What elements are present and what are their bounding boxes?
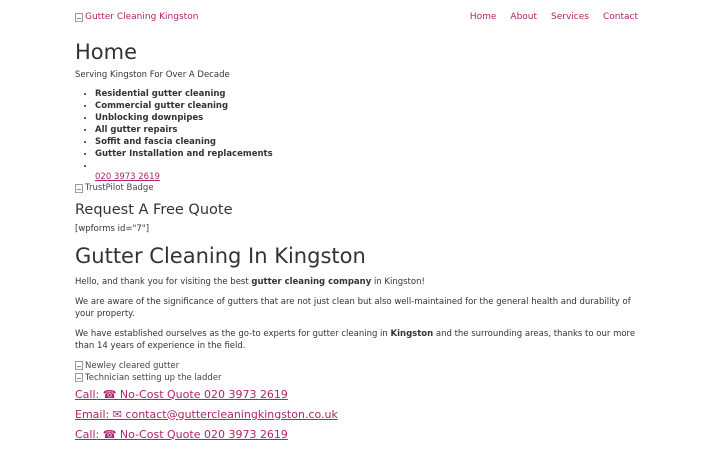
- bold-text: Kingston: [390, 328, 434, 339]
- experience-paragraph: [75, 328, 638, 353]
- text: Hello, and thank you for visiting the best: [75, 277, 252, 287]
- main-heading: Gutter Cleaning In Kingston: [75, 244, 366, 268]
- page-title: Home: [75, 40, 138, 64]
- service-item: • Gutter Installation and replacements: [95, 148, 638, 160]
- service-item: • All gutter repairs: [95, 124, 638, 136]
- broken-image-icon: [75, 373, 83, 382]
- nav-contact[interactable]: Contact: [602, 12, 638, 22]
- form-shortcode: [wpforms id="7"]: [75, 224, 150, 234]
- logo-alt-text: Gutter Cleaning Kingston: [85, 12, 199, 22]
- image-group: [75, 360, 638, 384]
- nav-about[interactable]: About: [510, 12, 538, 22]
- text: in Kingston!: [371, 277, 425, 287]
- service-item-empty: [95, 160, 638, 172]
- trustpilot-badge: [75, 182, 638, 194]
- call-link[interactable]: Call: ☎ No-Cost Quote 020 3973 2619: [75, 387, 288, 401]
- service-item: • Residential gutter cleaning: [95, 88, 638, 100]
- page-container: [75, 0, 638, 442]
- intro-paragraph: [75, 276, 638, 289]
- service-item: • Unblocking downpipes: [95, 112, 638, 124]
- text: and the surrounding areas, thanks to our more than 14 years of experience in the field.: [75, 328, 636, 351]
- broken-image-icon: [75, 361, 83, 370]
- broken-image-icon: [75, 13, 83, 22]
- service-item: • Soffit and fascia cleaning: [95, 136, 638, 148]
- trustpilot-alt-text: TrustPilot Badge: [85, 183, 154, 193]
- email-link[interactable]: Email: ✉ contact@guttercleaningkingston.co.uk: [75, 407, 338, 421]
- ladder-image-alt: Technician setting up the ladder: [85, 372, 222, 383]
- gutter-image-alt: Newley cleared gutter: [85, 360, 180, 371]
- services-list: [75, 88, 638, 172]
- service-item: • Commercial gutter cleaning: [95, 100, 638, 112]
- phone-link[interactable]: 020 3973 2619: [95, 172, 160, 182]
- tagline: Serving Kingston For Over A Decade: [75, 70, 230, 80]
- nav-services[interactable]: Services: [551, 12, 589, 22]
- quote-title: Request A Free Quote: [75, 202, 233, 218]
- text: We have established ourselves as the go-to experts for gutter cleaning in: [75, 328, 391, 339]
- ladder-image: [75, 372, 638, 384]
- nav-home[interactable]: Home: [469, 12, 497, 22]
- broken-image-icon: [75, 184, 83, 193]
- site-logo[interactable]: [75, 12, 198, 22]
- gutter-image: [75, 360, 638, 372]
- main-nav: [470, 12, 638, 22]
- site-header: [75, 0, 638, 36]
- call-link-secondary[interactable]: Call: ☎ No-Cost Quote 020 3973 2619: [75, 427, 288, 441]
- gutter-paragraph: We are aware of the significance of gutters that are not just clean but also well-maintained for the general health and durability of your property.: [75, 296, 631, 319]
- bold-text: gutter cleaning company: [251, 277, 372, 287]
